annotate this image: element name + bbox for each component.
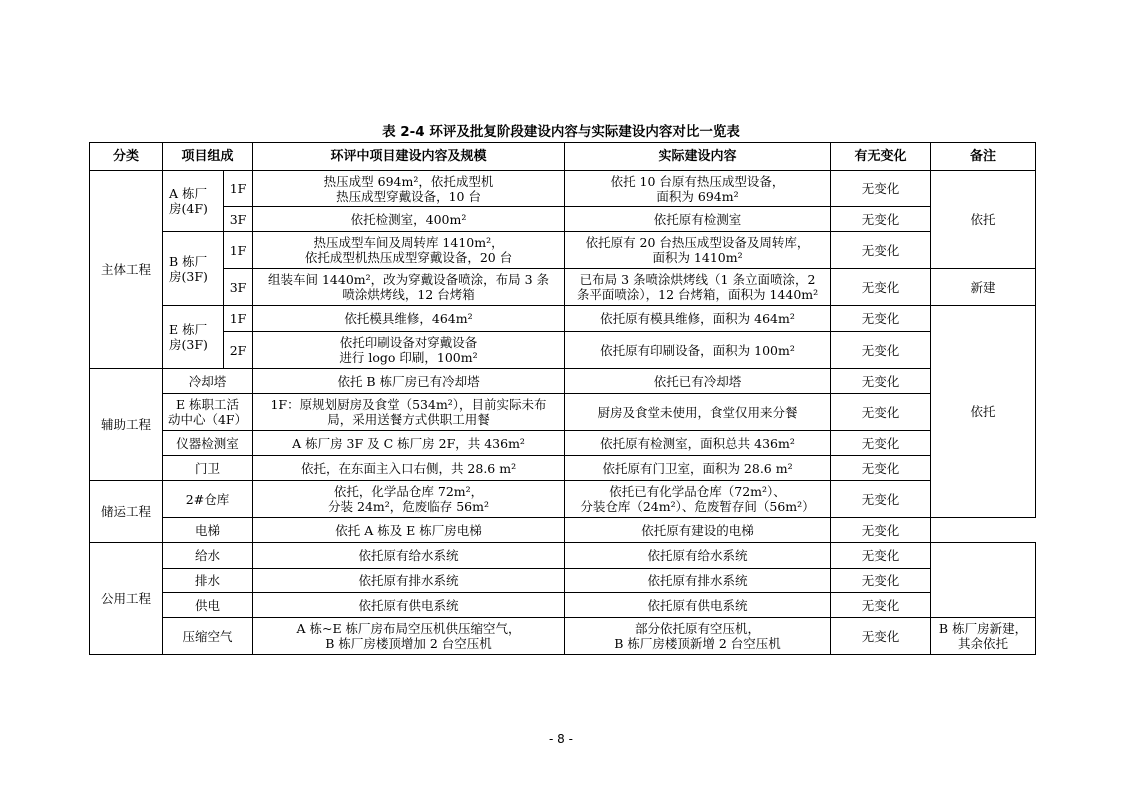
note-cell [931,543,1036,618]
building-cell: A 栋厂 房(4F) [163,171,224,232]
table-row [90,569,1036,593]
table-row [90,456,1036,481]
eia-cell: 组装车间 1440m²，改为穿戴设备喷涂，布局 3 条 喷涂烘烤线，12 台烤箱 [253,269,565,306]
building-cell: B 栋厂 房(3F) [163,232,224,306]
actual-cell: 依托原有检测室，面积总共 436m² [565,431,831,456]
note-cell: 新建 [931,269,1036,306]
item-cell: 给水 [163,543,253,569]
table-row [90,369,1036,394]
eia-cell: 热压成型车间及周转库 1410m²， 依托成型机热压成型穿戴设备，20 台 [253,232,565,269]
actual-cell: 依托已有冷却塔 [565,369,831,394]
actual-cell: 依托 10 台原有热压成型设备， 面积为 694m² [565,171,831,207]
eia-cell: 依托印刷设备对穿戴设备 进行 logo 印刷，100m² [253,332,565,369]
category-cell: 公用工程 [90,543,163,655]
eia-cell: 依托 A 栋及 E 栋厂房电梯 [253,518,565,543]
header-row [90,143,1036,171]
change-cell: 无变化 [831,232,931,269]
table-row [90,593,1036,618]
actual-cell: 依托已有化学品仓库（72m²）、 分装仓库（24m²）、危废暂存间（56m²） [565,481,831,518]
change-cell: 无变化 [831,431,931,456]
eia-cell: A 栋~E 栋厂房布局空压机供压缩空气， B 栋厂房楼顶增加 2 台空压机 [253,618,565,655]
change-cell: 无变化 [831,369,931,394]
actual-cell: 依托原有印刷设备，面积为 100m² [565,332,831,369]
change-cell: 无变化 [831,618,931,655]
eia-cell: 热压成型 694m²，依托成型机 热压成型穿戴设备，10 台 [253,171,565,207]
note-cell: 依托 [931,306,1036,518]
change-cell: 无变化 [831,481,931,518]
actual-cell: 依托原有供电系统 [565,593,831,618]
category-cell: 主体工程 [90,171,163,369]
table-row [90,518,1036,543]
note-cell: B 栋厂房新建， 其余依托 [931,618,1036,655]
eia-cell: 依托检测室，400m² [253,207,565,232]
table-row [90,171,1036,207]
building-cell: E 栋厂 房(3F) [163,306,224,369]
change-cell: 无变化 [831,269,931,306]
eia-cell: A 栋厂房 3F 及 C 栋厂房 2F，共 436m² [253,431,565,456]
actual-cell: 依托原有 20 台热压成型设备及周转库， 面积为 1410m² [565,232,831,269]
change-cell: 无变化 [831,518,931,543]
eia-cell: 依托原有给水系统 [253,543,565,569]
actual-cell: 依托原有给水系统 [565,543,831,569]
item-cell: 仪器检测室 [163,431,253,456]
eia-cell: 依托原有供电系统 [253,593,565,618]
actual-cell: 依托原有排水系统 [565,569,831,593]
table-row [90,618,1036,655]
table-row [90,232,1036,269]
actual-cell: 部分依托原有空压机， B 栋厂房楼顶新增 2 台空压机 [565,618,831,655]
comparison-table [89,142,1036,655]
table-row [90,543,1036,569]
actual-cell: 依托原有门卫室，面积为 28.6 m² [565,456,831,481]
change-cell: 无变化 [831,394,931,431]
category-cell: 辅助工程 [90,369,163,481]
change-cell: 无变化 [831,543,931,569]
change-cell: 无变化 [831,569,931,593]
change-cell: 无变化 [831,593,931,618]
floor-cell: 1F [224,232,253,269]
table-title: 表 2-4 环评及批复阶段建设内容与实际建设内容对比一览表 [382,124,740,140]
floor-cell: 2F [224,332,253,369]
item-cell: 2#仓库 [163,481,253,518]
header-category: 分类 [90,143,163,171]
item-cell: 门卫 [163,456,253,481]
actual-cell: 厨房及食堂未使用，食堂仅用来分餐 [565,394,831,431]
table-row [90,207,1036,232]
category-cell: 储运工程 [90,481,163,543]
change-cell: 无变化 [831,456,931,481]
table-row [90,332,1036,369]
table-row [90,431,1036,456]
header-note: 备注 [931,143,1036,171]
item-cell: E 栋职工活 动中心（4F） [163,394,253,431]
floor-cell: 1F [224,171,253,207]
eia-cell: 依托原有排水系统 [253,569,565,593]
header-actual: 实际建设内容 [565,143,831,171]
item-cell: 压缩空气 [163,618,253,655]
change-cell: 无变化 [831,207,931,232]
actual-cell: 已布局 3 条喷涂烘烤线（1 条立面喷涂，2 条平面喷涂），12 台烤箱，面积为 1440m² [565,269,831,306]
eia-cell: 依托，在东面主入口右侧，共 28.6 m² [253,456,565,481]
item-cell: 冷却塔 [163,369,253,394]
change-cell: 无变化 [831,306,931,332]
actual-cell: 依托原有建设的电梯 [565,518,831,543]
eia-cell: 1F：原规划厨房及食堂（534m²），目前实际未布 局，采用送餐方式供职工用餐 [253,394,565,431]
eia-cell: 依托，化学品仓库 72m²， 分装 24m²，危废临存 56m² [253,481,565,518]
table-row [90,481,1036,518]
item-cell: 电梯 [163,518,253,543]
note-cell: 依托 [931,171,1036,269]
eia-cell: 依托 B 栋厂房已有冷却塔 [253,369,565,394]
header-change: 有无变化 [831,143,931,171]
floor-cell: 1F [224,306,253,332]
eia-cell: 依托模具维修，464m² [253,306,565,332]
table-row [90,306,1036,332]
floor-cell: 3F [224,207,253,232]
floor-cell: 3F [224,269,253,306]
item-cell: 供电 [163,593,253,618]
header-item: 项目组成 [163,143,253,171]
actual-cell: 依托原有检测室 [565,207,831,232]
actual-cell: 依托原有模具维修，面积为 464m² [565,306,831,332]
table-row [90,394,1036,431]
change-cell: 无变化 [831,171,931,207]
table-row [90,269,1036,306]
change-cell: 无变化 [831,332,931,369]
page-number: - 8 - [549,732,573,746]
item-cell: 排水 [163,569,253,593]
header-eia: 环评中项目建设内容及规模 [253,143,565,171]
